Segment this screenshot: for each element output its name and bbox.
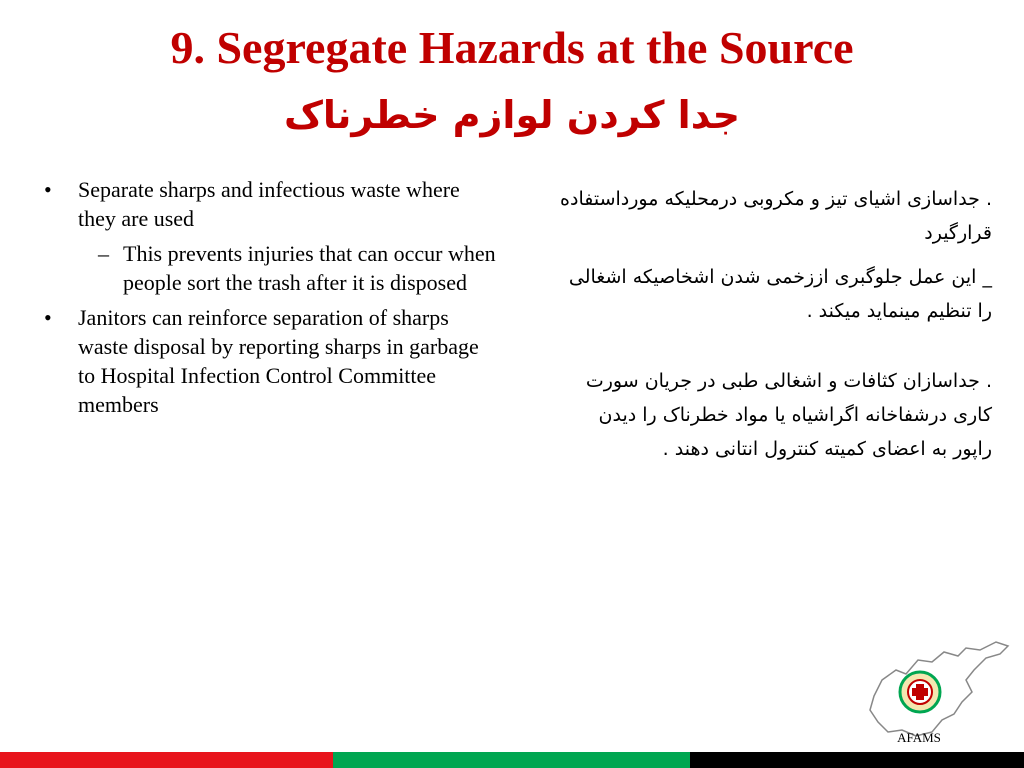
sub-bullet-text: This prevents injuries that can occur when people sort the trash after it is disposed	[123, 241, 496, 295]
bullet-mark: •	[44, 305, 52, 330]
sub-bullet-item	[38, 239, 498, 297]
bullet-item	[38, 175, 498, 233]
footer-stripe-red	[0, 752, 333, 768]
dari-paragraph: . جداسازی اشیای تیز و مکروبی درمحلیکه مورداستفاده قرارگیرد	[560, 188, 992, 244]
dari-paragraph: . جداسازان کثافات و اشغالی طبی در جریان سورت کاری درشفاخانه اگراشیاه یا مواد خطرناک را دیدن راپور به اعضای کمیته کنترول انتانی دهند .	[585, 370, 992, 460]
bullet-text: Separate sharps and infectious waste where they are used	[78, 177, 460, 231]
bullet-mark: •	[44, 177, 52, 202]
dari-content	[560, 182, 992, 476]
english-content	[38, 175, 498, 425]
dash-mark: –	[98, 241, 109, 266]
footer-stripe-black	[690, 752, 1024, 768]
dari-paragraph: _ این عمل جلوگبری اززخمی شدن اشخاصیکه اشغالی را تنظیم مینماید میکند .	[568, 266, 992, 322]
slide-title: 9. Segregate Hazards at the Source	[170, 22, 854, 73]
footer-stripe-green	[333, 752, 690, 768]
slide-subtitle: جدا کردن لوازم خطرناک	[283, 93, 741, 137]
bullet-item	[38, 303, 498, 419]
logo-label: AFAMS	[897, 730, 941, 745]
bullet-text: Janitors can reinforce separation of sharps waste disposal by reporting sharps in garbage to Hospital Infection Control Committee members	[78, 305, 479, 417]
